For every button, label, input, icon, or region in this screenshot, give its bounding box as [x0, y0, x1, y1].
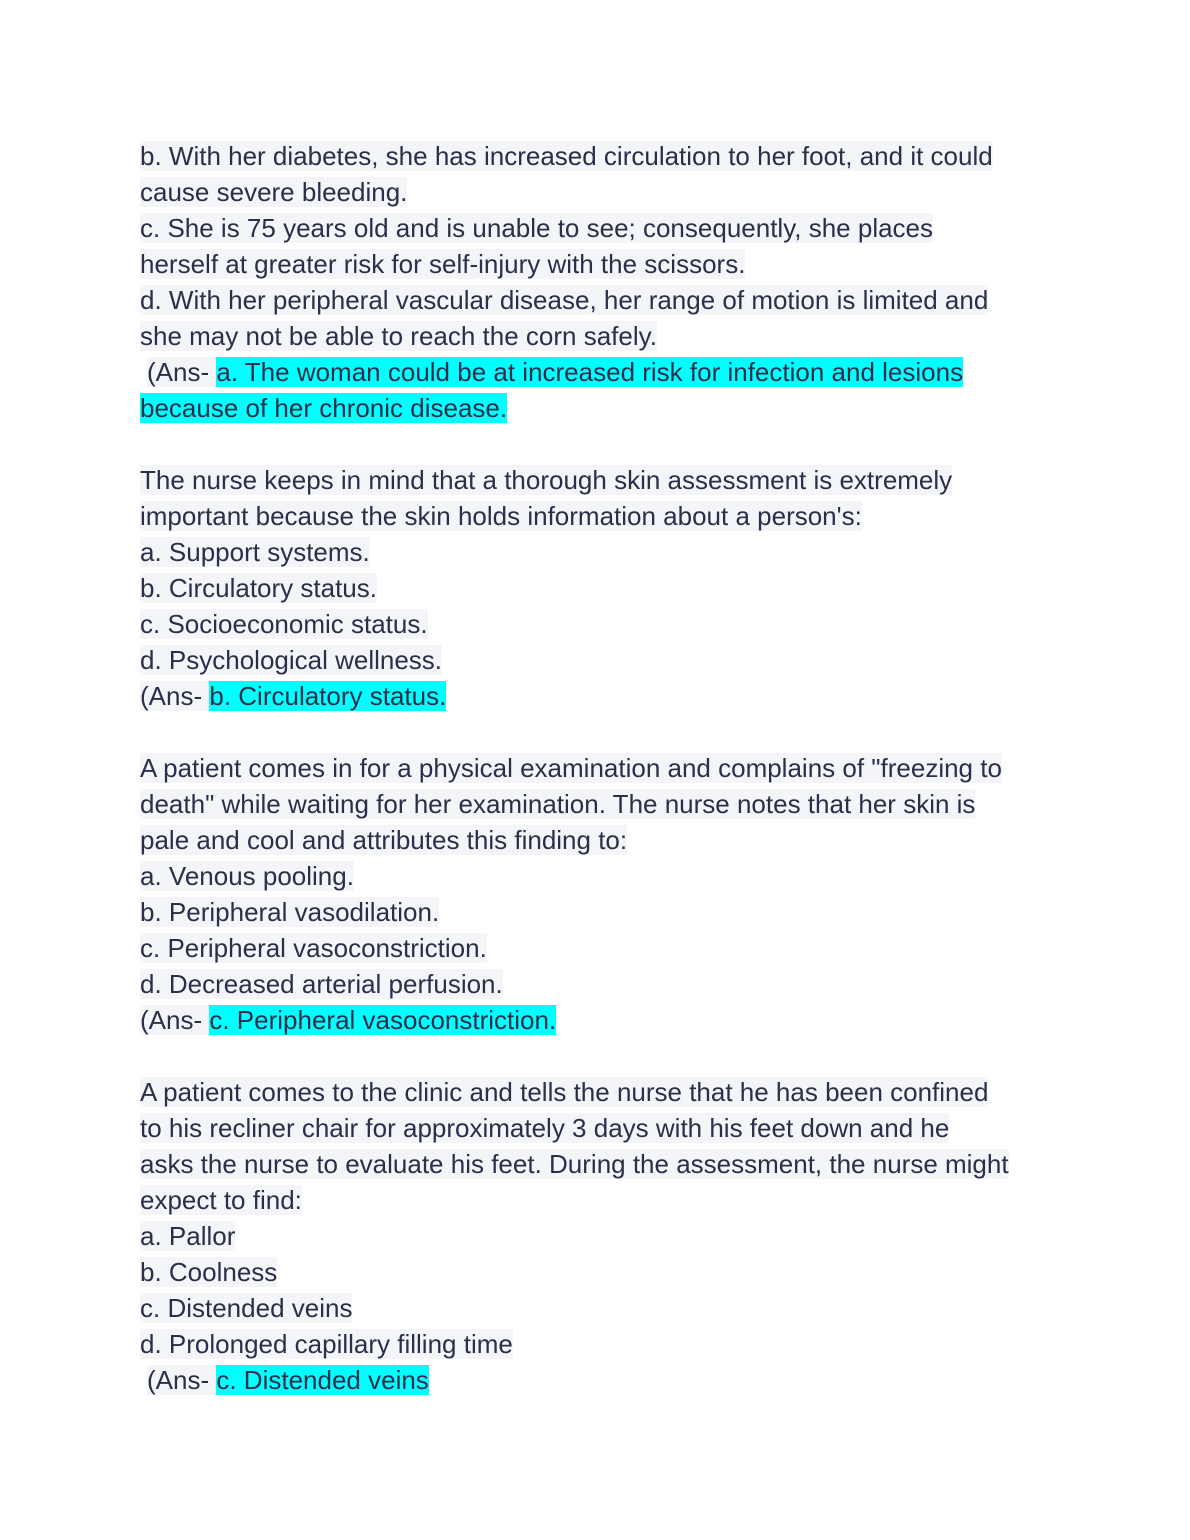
answer-prefix: (Ans- — [140, 1005, 203, 1035]
answer-prefix: (Ans- — [147, 357, 210, 387]
option-b-line-2: cause severe bleeding. — [140, 177, 408, 207]
option-a: a. Venous pooling. — [140, 861, 354, 891]
answer-line — [140, 1002, 1060, 1038]
answer-line-1 — [140, 354, 1060, 390]
answer-line-2 — [140, 390, 1060, 426]
option-b: b. Coolness — [140, 1257, 278, 1287]
answer-prefix: (Ans- — [140, 681, 203, 711]
option-d: d. Prolonged capillary filling time — [140, 1329, 513, 1359]
option-c: c. Peripheral vasoconstriction. — [140, 933, 487, 963]
answer-prefix: (Ans- — [147, 1365, 210, 1395]
option-c-line-1: c. She is 75 years old and is unable to see; consequently, she places — [140, 213, 934, 243]
option-d: d. Decreased arterial perfusion. — [140, 969, 503, 999]
question-stem: asks the nurse to evaluate his feet. During the assessment, the nurse might — [140, 1149, 1009, 1179]
question-stem: expect to find: — [140, 1185, 302, 1215]
option-a: a. Pallor — [140, 1221, 236, 1251]
question-stem: A patient comes to the clinic and tells the nurse that he has been confined — [140, 1077, 989, 1107]
answer-highlight: b. Circulatory status. — [209, 681, 447, 711]
answer-highlight: c. Peripheral vasoconstriction. — [209, 1005, 557, 1035]
question-1-continuation — [140, 138, 1060, 426]
option-c: c. Socioeconomic status. — [140, 609, 428, 639]
option-c-line-2: herself at greater risk for self-injury with the scissors. — [140, 249, 746, 279]
option-d-line-1: d. With her peripheral vascular disease, her range of motion is limited and — [140, 285, 989, 315]
answer-highlight: because of her chronic disease. — [140, 393, 508, 423]
question-stem: pale and cool and attributes this finding to: — [140, 825, 628, 855]
question-stem: death" while waiting for her examination. The nurse notes that her skin is — [140, 789, 976, 819]
answer-highlight: a. The woman could be at increased risk for infection and lesions — [216, 357, 964, 387]
answer-line — [140, 1362, 1060, 1398]
option-d: d. Psychological wellness. — [140, 645, 443, 675]
answer-line — [140, 678, 1060, 714]
option-d-line-2: she may not be able to reach the corn safely. — [140, 321, 657, 351]
option-b: b. Circulatory status. — [140, 573, 377, 603]
question-3 — [140, 750, 1060, 1038]
question-4 — [140, 1074, 1060, 1398]
question-stem: A patient comes in for a physical examination and complains of "freezing to — [140, 753, 1002, 783]
document-page — [140, 138, 1060, 1398]
answer-highlight: c. Distended veins — [216, 1365, 429, 1395]
option-c: c. Distended veins — [140, 1293, 353, 1323]
question-stem: The nurse keeps in mind that a thorough skin assessment is extremely — [140, 465, 953, 495]
question-2 — [140, 462, 1060, 714]
option-b-line-1: b. With her diabetes, she has increased circulation to her foot, and it could — [140, 141, 993, 171]
question-stem: to his recliner chair for approximately 3 days with his feet down and he — [140, 1113, 950, 1143]
option-b: b. Peripheral vasodilation. — [140, 897, 440, 927]
option-a: a. Support systems. — [140, 537, 370, 567]
question-stem: important because the skin holds information about a person's: — [140, 501, 862, 531]
